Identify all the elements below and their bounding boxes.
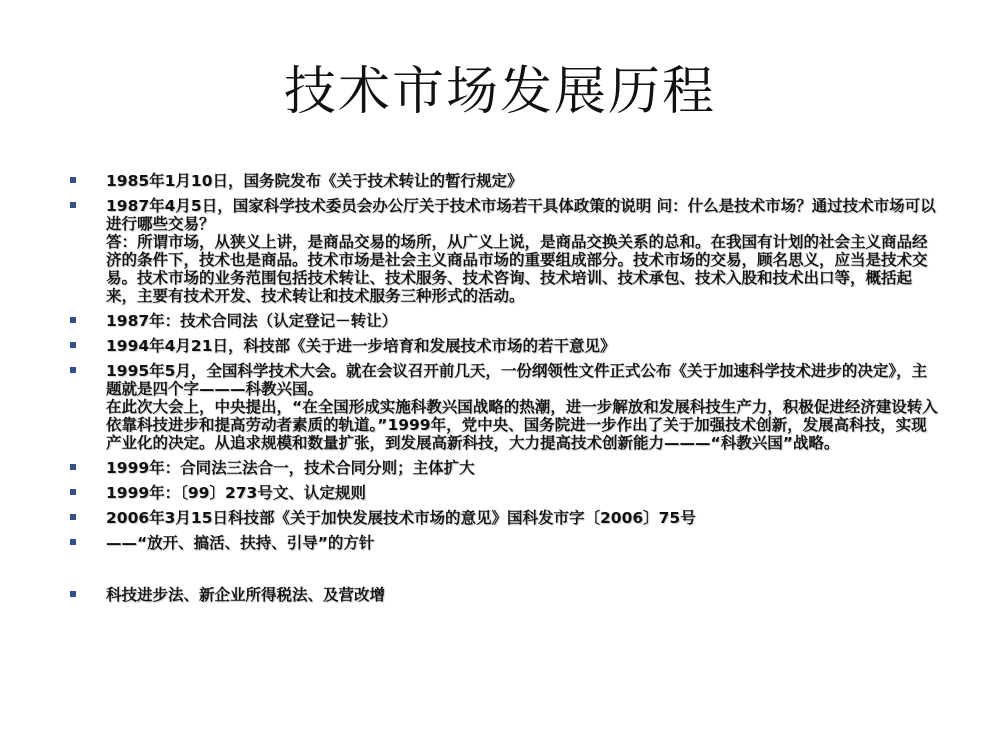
bullet-list (68, 172, 938, 611)
list-item (68, 509, 938, 527)
square-bullet-icon (70, 591, 76, 597)
bullet-text: 1987年4月5日，国家科学技术委员会办公厅关于技术市场若干具体政策的说明 问：什么是技术市场？通过技术市场可以进行哪些交易？ (106, 197, 936, 233)
bullet-text: 1999年：〔99〕273号文、认定规则 (106, 484, 366, 502)
square-bullet-icon (70, 367, 76, 373)
list-item (68, 484, 938, 502)
bullet-text: 1999年：合同法三法合一，技术合同分则；主体扩大 (106, 459, 475, 477)
square-bullet-icon (70, 539, 76, 545)
list-item (68, 534, 938, 552)
list-item (68, 172, 938, 190)
bullet-text: ——“放开、搞活、扶持、引导”的方针 (106, 534, 375, 552)
square-bullet-icon (70, 177, 76, 183)
square-bullet-icon (70, 464, 76, 470)
square-bullet-icon (70, 489, 76, 495)
bullet-text: 在此次大会上，中央提出，“在全国形成实施科教兴国战略的热潮，进一步解放和发展科技生产力，积极促进经济建设转入依靠科技进步和提高劳动者素质的轨道。”1999年，党中央、国务院进一步作出了关于加强技术创新，发展高科技，实现产业化的决定。从追求规模和数量扩张，到发展高新科技，大力提高技术创新能力———“科教兴国”战略。 (106, 398, 938, 452)
list-item (68, 459, 938, 477)
list-item (68, 362, 938, 452)
square-bullet-icon (70, 202, 76, 208)
bullet-text: 1995年5月，全国科学技术大会。就在会议召开前几天，一份纲领性文件正式公布《关于加速科学技术进步的决定》，主题就是四个字———科教兴国。 (106, 362, 928, 398)
bullet-text: 答：所谓市场，从狭义上讲，是商品交易的场所，从广义上说，是商品交换关系的总和。在我国有计划的社会主义商品经济的条件下，技术也是商品。技术市场是社会主义商品市场的重要组成部分。技术市场的交易，顾名思义，应当是技术交易。技术市场的业务范围包括技术转让、技术服务、技术咨询、技术培训、技术承包、技术入股和技术出口等，概括起来，主要有技术开发、技术转让和技术服务三种形式的活动。 (106, 233, 928, 305)
list-item (68, 312, 938, 330)
bullet-text: 1985年1月10日，国务院发布《关于技术转让的暂行规定》 (106, 172, 523, 190)
list-item (68, 197, 938, 305)
bullet-text: 1994年4月21日，科技部《关于进一步培育和发展技术市场的若干意见》 (106, 337, 616, 355)
square-bullet-icon (70, 317, 76, 323)
bullet-text: 1987年：技术合同法（认定登记－转让） (106, 312, 398, 330)
square-bullet-icon (70, 514, 76, 520)
square-bullet-icon (70, 342, 76, 348)
bullet-text: 2006年3月15日科技部《关于加快发展技术市场的意见》国科发市字〔2006〕75号 (106, 509, 696, 527)
bullet-text: 科技进步法、新企业所得税法、及营改增 (106, 586, 386, 604)
list-item (68, 337, 938, 355)
slide-title: 技术市场发展历程 (283, 62, 716, 122)
list-item (68, 586, 938, 604)
